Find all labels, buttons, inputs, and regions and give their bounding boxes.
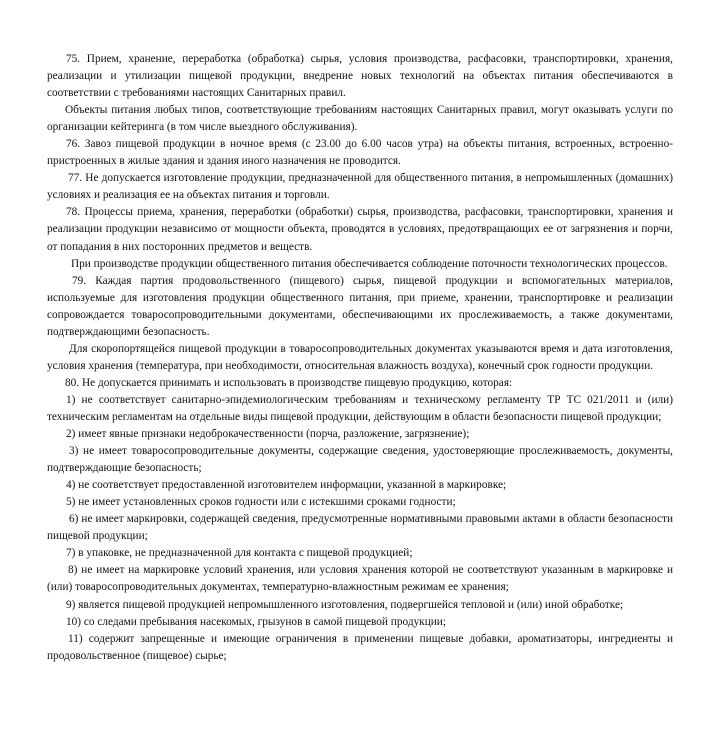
paragraph-flow: При производстве продукции общественного питания обеспечивается соблюдение поточности технологических процессов. [71, 257, 668, 270]
paragraph-75: 75. Прием, хранение, переработка (обработка) сырья, условия производства, расфасовки, транспортировки, хранения, реализации и утилизации пищевой продукции, внедрение новых технологий на объектах питания обеспечиваются в соответствии с требованиями настоящих Санитарных правил. [47, 53, 673, 100]
document-body [47, 51, 673, 665]
list-item-7: 7) в упаковке, не предназначенной для контакта с пищевой продукцией; [66, 547, 413, 560]
paragraph-80: 80. Не допускается принимать и использовать в производстве пищевую продукцию, которая: [65, 376, 513, 389]
list-item-6: 6) не имеет маркировки, содержащей сведения, предусмотренные нормативными правовыми актами в области безопасности пищевой продукции; [47, 513, 673, 543]
paragraph-perishable: Для скоропортящейся пищевой продукции в товаросопроводительных документах указываются время и дата изготовления, условия хранения (температура, при необходимости, относительная влажность воздуха), конечный срок годности продукции. [47, 342, 673, 372]
list-item-8: 8) не имеет на маркировке условий хранения, или условия хранения которой не соответствуют указанным в маркировке и (или) товаросопроводительных документах, температурно-влажностным режимам ее хранения; [47, 564, 673, 594]
list-item-1: 1) не соответствует санитарно-эпидемиологическим требованиям и техническому регламенту ТР ТС 021/2011 и (или) техническим регламентам на отдельные виды пищевой продукции, действующим в области безопасности пищевой продукции; [47, 393, 673, 423]
list-item-4: 4) не соответствует предоставленной изготовителем информации, указанной в маркировке; [66, 479, 507, 492]
list-item-5: 5) не имеет установленных сроков годности или с истекшими сроками годности; [66, 496, 456, 509]
list-item-10: 10) со следами пребывания насекомых, грызунов в самой пищевой продукции; [66, 615, 446, 628]
list-item-9: 9) является пищевой продукцией непромышленного изготовления, подвергшейся тепловой и (или) иной обработке; [66, 598, 624, 611]
paragraph-79: 79. Каждая партия продовольственного (пищевого) сырья, пищевой продукции и вспомогательных материалов, используемые для изготовления продукции общественного питания, при приеме, хранении, транспортировке и реализации сопровождается товаросопроводительными документами, обеспечивающими их прослеживаемость, а также документами, подтверждающими безопасность. [47, 274, 673, 338]
paragraph-76: 76. Завоз пищевой продукции в ночное время (с 23.00 до 6.00 часов утра) на объекты питания, встроенных, встроенно-пристроенных в жилые здания и здания иного назначения не проводится. [47, 138, 673, 168]
paragraph-catering: Объекты питания любых типов, соответствующие требованиям настоящих Санитарных правил, могут оказывать услуги по организации кейтеринга (в том числе выездного обслуживания). [47, 104, 673, 134]
list-item-3: 3) не имеет товаросопроводительные документы, содержащие сведения, удостоверяющие прослеживаемость, документы, подтверждающие безопасность; [47, 445, 673, 475]
paragraph-78: 78. Процессы приема, хранения, переработки (обработки) сырья, производства, расфасовки, транспортировки, хранения и реализации продукции независимо от мощности объекта, проводятся в условиях, предотвращающих ее от загрязнения и порчи, от попадания в них посторонних предметов и веществ. [47, 206, 673, 253]
list-item-11: 11) содержит запрещенные и имеющие ограничения в применении пищевые добавки, ароматизаторы, ингредиенты и продовольственное (пищевое) сырье; [47, 632, 673, 662]
list-item-2: 2) имеет явные признаки недоброкачественности (порча, разложение, загрязнение); [66, 428, 470, 441]
paragraph-77: 77. Не допускается изготовление продукции, предназначенной для общественного питания, в непромышленных (домашних) условиях и реализация ее на объектах питания и торговли. [47, 172, 673, 202]
